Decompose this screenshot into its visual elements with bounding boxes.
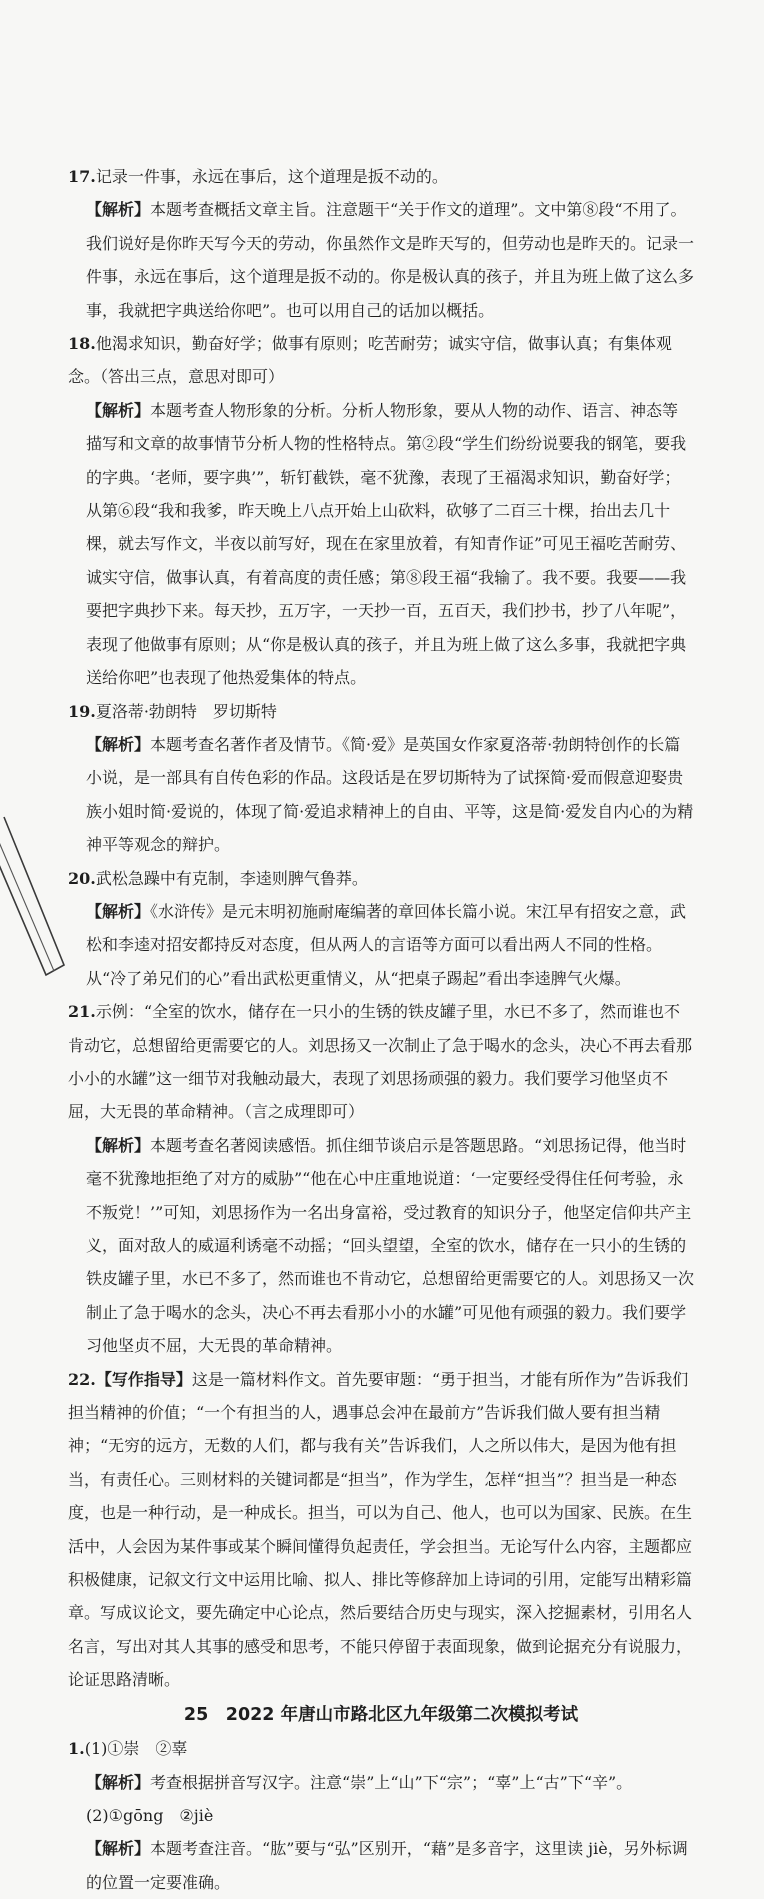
q22-guide-text: 这是一篇材料作文。首先要审题：“勇于担当，才能有所作为”告诉我们担当精神的价值；“一个有担当的人，遇事总会冲在最前方”告诉我们做人要有担当精神；“无穷的远方，无数的人们，都与我有关”告诉我们，人之所以伟大，是因为他有担当，有责任心。三则材料的关键词都是“担当”，作为学生，怎样“担当”？担当是一种态度，也是一种行动，是一种成长。担当，可以为自己、他人，也可以为国家、民族。在生活中，人会因为某件事或某个瞬间懂得负起责任，学会担当。无论写什么内容，主题都应积极健康，记叙文行文中运用比喻、拟人、排比等修辞加上诗词的引用，定能写出精彩篇章。写成议论文，要先确定中心论点，然后要结合历史与现实，深入挖掘素材，引用名人名言，写出对其人其事的感受和思考，不能只停留于表面现象，做到论据充分有说服力，论证思路清晰。 [68, 1369, 693, 1690]
q21-answer-text: 示例：“全室的饮水，储存在一只小的生锈的铁皮罐子里，水已不多了，然而谁也不肯动它，总想留给更需要它的人。刘思扬又一次制止了急于喝水的念头，决心不再去看那小小的水罐”这一细节对我触动最大，表现了刘思扬顽强的毅力。我们要学习他坚贞不屈，大无畏的革命精神。（言之成理即可） [68, 1002, 693, 1122]
q1-part1-text: (1)①崇 ②辜 [84, 1739, 188, 1759]
q1-part2-text: (2)①gōng ②jiè [86, 1805, 214, 1825]
q19-number: 19. [68, 701, 96, 721]
q1-analysis1-label: 【解析】 [86, 1772, 151, 1792]
q22-guide-label: 【写作指导】 [95, 1369, 192, 1389]
q17-answer [68, 160, 694, 193]
q20-analysis-text: 《水浒传》是元末明初施耐庵编著的章回体长篇小说。宋江早有招安之意，武松和李逵对招安都持反对态度，但从两人的言语等方面可以看出两人不同的性格。从“冷了弟兄们的心”看出武松更重情义，从“把桌子踢起”看出李逵脾气火爆。 [86, 901, 687, 988]
q22-number: 22. [68, 1369, 96, 1389]
q19-analysis-text: 本题考查名著作者及情节。《简·爱》是英国女作家夏洛蒂·勃朗特创作的长篇小说，是一部具有自传色彩的作品。这段话是在罗切斯特为了试探简·爱而假意迎娶贵族小姐时简·爱说的，体现了简·爱追求精神上的自由、平等，这是简·爱发自内心的为精神平等观念的辩护。 [86, 734, 694, 855]
q21-answer [68, 995, 694, 1129]
q19-answer [68, 695, 694, 728]
q18-answer-text: 他渴求知识，勤奋好学；做事有原则；吃苦耐劳；诚实守信，做事认真；有集体观念。（答出三点，意思对即可） [68, 334, 672, 387]
q20-analysis-label: 【解析】 [86, 901, 151, 921]
pen-scribble-mark [0, 815, 70, 990]
q1-analysis2-text: 本题考查注音。“肱”要与“弘”区别开，“藉”是多音字，这里读 jiè，另外标调的位置一定要准确。 [86, 1839, 688, 1892]
q17-answer-text: 记录一件事，永远在事后，这个道理是扳不动的。 [95, 167, 448, 186]
q1-part1 [68, 1732, 694, 1765]
q20-answer [68, 862, 694, 895]
q1-analysis2-label: 【解析】 [86, 1839, 151, 1859]
section-title: 25 2022 年唐山市路北区九年级第二次模拟考试 [183, 1704, 579, 1725]
q19-answer-text: 夏洛蒂·勃朗特 罗切斯特 [95, 701, 277, 721]
q17-analysis [68, 193, 694, 327]
q18-analysis [68, 394, 694, 695]
q17-analysis-text: 本题考查概括文章主旨。注意题干“关于作文的道理”。文中第⑧段“不用了。我们说好是你昨天写今天的劳动，你虽然作文是昨天写的，但劳动也是昨天的。记录一件事，永远在事后，这个道理是扳不动的。你是极认真的孩子，并且为班上做了这么多事，我就把字典送给你吧”。也可以用自己的话加以概括。 [86, 200, 695, 320]
q19-analysis [68, 728, 694, 862]
q21-analysis-text: 本题考查名著阅读感悟。抓住细节谈启示是答题思路。“刘思扬记得，他当时毫不犹豫地拒绝了对方的威胁”“他在心中庄重地说道：‘一定要经受得住任何考验，永不叛党！’”可知，刘思扬作为一名出身富裕，受过教育的知识分子，他坚定信仰共产主义，面对敌人的威逼利诱毫不动摇；“回头望望，全室的饮水，储存在一只小的生锈的铁皮罐子里，水已不多了，然而谁也不肯动它，总想留给更需要它的人。刘思扬又一次制止了急于喝水的念头，决心不再去看那小小的水罐”可见他有顽强的毅力。我们要学习他坚贞不屈，大无畏的革命精神。 [86, 1135, 695, 1356]
q21-number: 21. [68, 1002, 96, 1022]
q20-answer-text: 武松急躁中有克制，李逵则脾气鲁莽。 [95, 868, 368, 888]
q1-number: 1. [68, 1739, 85, 1759]
q20-analysis [68, 895, 694, 995]
q21-analysis-label: 【解析】 [86, 1135, 151, 1155]
q1-part2 [68, 1799, 694, 1832]
q18-analysis-text: 本题考查人物形象的分析。分析人物形象，要从人物的动作、语言、神态等描写和文章的故事情节分析人物的性格特点。第②段“学生们纷纷说要我的钢笔，要我的字典。‘老师，要字典’”，斩钉截铁，毫不犹豫，表现了王福渴求知识，勤奋好学；从第⑥段“我和我爹，昨天晚上八点开始上山砍料，砍够了二百三十棵，抬出去几十棵，就去写作文，半夜以前写好，现在在家里放着，有知青作证”可见王福吃苦耐劳、诚实守信，做事认真，有着高度的责任感；第⑧段王福“我输了。我不要。我要——我要把字典抄下来。每天抄，五万字，一天抄一百，五百天，我们抄书，抄了八年呢”，表现了他做事有原则；从“你是极认真的孩子，并且为班上做了这么多事，我就把字典送给你吧”也表现了他热爱集体的特点。 [86, 400, 687, 688]
q1-analysis1 [68, 1766, 694, 1799]
q1-analysis2 [68, 1832, 694, 1899]
q18-analysis-label: 【解析】 [86, 400, 151, 420]
q17-analysis-label: 【解析】 [86, 200, 151, 220]
q20-number: 20. [68, 868, 96, 888]
q17-number: 17. [68, 167, 96, 186]
q18-answer [68, 327, 694, 394]
q18-number: 18. [68, 334, 96, 354]
answer-document [68, 160, 694, 1899]
q19-analysis-label: 【解析】 [86, 734, 151, 754]
q21-analysis [68, 1129, 694, 1363]
q1-analysis1-text: 考查根据拼音写汉字。注意“崇”上“山”下“宗”；“辜”上“古”下“辛”。 [150, 1772, 633, 1792]
q22-writing-guide [68, 1363, 694, 1697]
